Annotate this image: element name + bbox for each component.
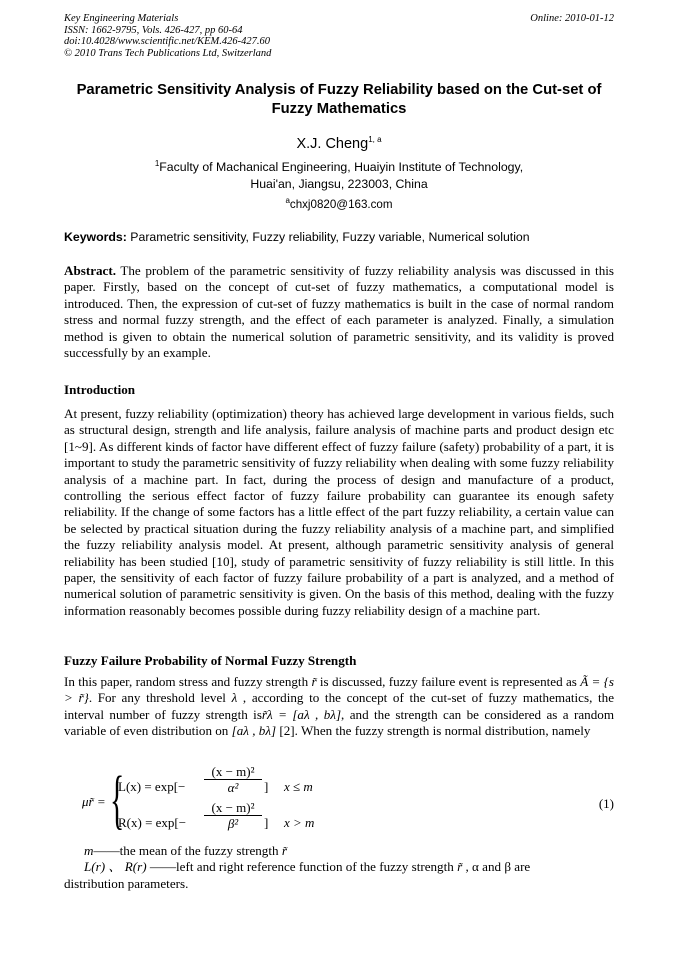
author-sup: 1, a [368, 135, 382, 144]
abstract-text: The problem of the parametric sensitivity of fuzzy reliability analysis was discussed in this paper. Firstly, based on the concept of cut-set of fuzzy mathematics, a computational model is introduced. Then, the expression of cut-set of fuzzy mathematics is built in the case of normal random stress and normal fuzzy strength, and the effect of each parameter is analyzed. Finally, a simulation method is given to obtain the numerical solution of parametric sensitivity, and its validity is proved successfully by an example. [64, 263, 614, 361]
issn: ISSN: 1662-9795, Vols. 426-427, pp 60-64 [64, 24, 243, 36]
para-text-4: , according to the concept of the cut-set of fuzzy mathematics, [242, 690, 593, 706]
introduction-heading: Introduction [64, 382, 136, 397]
eq-mu: μr̃ = [82, 794, 106, 809]
para-text-1: In this paper, random stress and fuzzy strength [64, 674, 309, 689]
eq-brace: { [110, 763, 125, 836]
eq-line1-cond: x ≤ m [284, 779, 313, 794]
symbol-lambda: λ [231, 690, 238, 706]
symbol-r: r̃ [311, 674, 317, 689]
def-m-symbol: m [84, 843, 94, 858]
eq-line1-den: α² [227, 780, 239, 795]
affiliation [64, 155, 614, 193]
journal-header [64, 13, 271, 59]
def-m-r: r̃ [281, 843, 287, 858]
equation-1 [76, 765, 614, 843]
eq-line2-frac [204, 801, 262, 832]
eq-line2-den: β² [227, 816, 239, 831]
definitions [64, 843, 614, 892]
eq-line2-close: ] [264, 815, 269, 830]
definition-m [64, 843, 614, 859]
symbol-event: Ã = {s > r̃} [64, 674, 614, 706]
eq-number: (1) [598, 796, 614, 811]
affiliation-sup: 1 [154, 159, 160, 168]
eq-line2-num: (x − m)² [204, 801, 262, 816]
author-name: X.J. Cheng [296, 135, 369, 152]
affiliation-line1: Faculty of Machanical Engineering, Huaiyin Institute of Technology, [159, 160, 524, 175]
eq-line2-cond: x > m [284, 815, 315, 830]
copyright: © 2010 Trans Tech Publications Ltd, Switzerland [64, 47, 272, 59]
def-lr-r: r̃ , [457, 859, 469, 875]
para-text-8: [2]. When the fuzzy strength is normal distribution, namely [279, 723, 591, 739]
journal-name: Key Engineering Materials [64, 13, 179, 24]
def-m-text: ——the mean of the fuzzy strength [93, 843, 279, 858]
para-text-5: the interval number of fuzzy strength is [64, 690, 615, 722]
section-paragraph [64, 674, 614, 740]
para-text-6: , and the strength can be considered as a random [341, 706, 614, 722]
definition-tail: distribution parameters. [64, 875, 189, 891]
para-text-2: is discussed, fuzzy failure event is represented as [319, 674, 577, 689]
eq-line2-left: R(x) = exp[− [118, 815, 187, 830]
author [64, 131, 614, 153]
definition-lr [64, 859, 614, 875]
def-lr-ab: α and β are [472, 859, 531, 875]
keywords [64, 230, 614, 245]
section-heading: Fuzzy Failure Probability of Normal Fuzzy Strength [64, 653, 357, 668]
para-text-3: . For any threshold level [88, 690, 226, 706]
doi: doi:10.4028/www.scientific.net/KEM.426-427.60 [64, 36, 270, 47]
email-address: chxj0820@163.com [289, 197, 393, 211]
abstract-label: Abstract. [64, 263, 116, 278]
keywords-text: Parametric sensitivity, Fuzzy reliability, Fuzzy variable, Numerical solution [130, 230, 530, 244]
def-lr-text: ——left and right reference function of the fuzzy strength [149, 859, 454, 875]
online-date: Online: 2010-01-12 [530, 13, 614, 24]
symbol-ab: [aλ , bλ] [231, 723, 277, 739]
eq-line1-left: L(x) = exp[− [118, 779, 186, 794]
para-text-7: variable of even distribution on [64, 723, 229, 739]
keywords-label: Keywords: [64, 230, 127, 244]
eq-line1-close: ] [264, 779, 269, 794]
email-sup: a [285, 196, 290, 205]
paper-title: Parametric Sensitivity Analysis of Fuzzy Reliability based on the Cut-set of Fuzzy Mathematics [76, 82, 602, 117]
symbol-interval: r̃λ = [aλ , bλ] [261, 706, 342, 722]
abstract [64, 263, 614, 361]
email [64, 193, 614, 212]
eq-line1-num: (x − m)² [204, 765, 262, 780]
affiliation-line2: Huai'an, Jiangsu, 223003, China [250, 177, 428, 192]
introduction-text: At present, fuzzy reliability (optimization) theory has achieved large development in various fields, such as structural design, strength and life analysis, failure analysis of machine parts and product design etc [1~9]. As different kinds of factor have different effect of fuzzy failure (safety) probability of a part, it is important to study the parametric sensitivity of fuzzy reliability when dealing with some fuzzy reliability analysis of a machine part. In fact, during the process of design and manufacture of a product, controlling the serious effect factor of fuzzy failure probability can guarantee its enough safety reliability. If the change of some factors has a little effect of the part fuzzy reliability, a certain value can be selected by practical situation during the fuzzy reliability analysis of a machine part, and simplified the fuzzy reliability analysis model. At present, although parametric sensitivity analysis of general reliability has been studied [10], study of parametric sensitivity of fuzzy reliability is still little. In this paper, the sensitivity of each factor of fuzzy failure probability of a part is analyzed, and a method of numerical solution of parametric sensitivity is given. On the basis of this method, dealing with the fuzzy information reasonably becomes possible during fuzzy reliability design of a machine part. [64, 406, 614, 618]
eq-line1-frac [204, 765, 262, 796]
def-lr-symbol: L(r) 、 R(r) [84, 859, 147, 875]
